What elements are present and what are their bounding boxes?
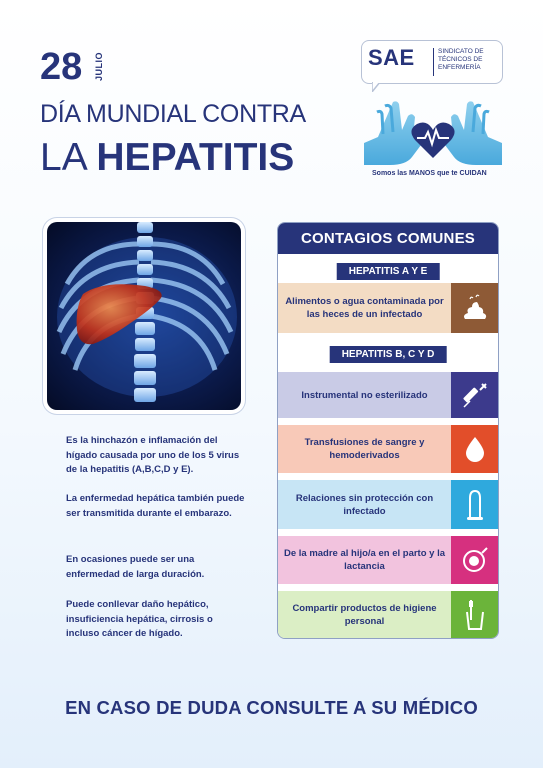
toothbrush-icon bbox=[451, 591, 498, 638]
row-text: De la madre al hijo/a en el parto y la lactancia bbox=[283, 548, 446, 572]
feces-icon bbox=[451, 283, 498, 333]
section-hepatitis-a-e: HEPATITIS A Y E bbox=[337, 263, 440, 280]
contagion-row-transfusion bbox=[278, 425, 498, 473]
row-text: Alimentos o agua contaminada por las heces de un infectado bbox=[285, 296, 444, 320]
info-paragraph-3: En ocasiones puede ser una enfermedad de larga duración. bbox=[66, 554, 205, 580]
contagion-row-hygiene bbox=[278, 591, 498, 638]
contagion-row-unprotected bbox=[278, 480, 498, 529]
logo-acronym: SAE bbox=[368, 45, 415, 70]
date-day: 28 bbox=[40, 46, 83, 88]
title-line-1: DÍA MUNDIAL CONTRA bbox=[40, 100, 306, 128]
row-text: Transfusiones de sangre y hemoderivados bbox=[304, 437, 425, 461]
title-line-2 bbox=[40, 138, 294, 177]
info-paragraph-1: Es la hinchazón e inflamación del hígado causada por uno de los 5 virus de la hepatitis (A,B,C,D y E). bbox=[66, 435, 240, 475]
logo-subtitle: SINDICATO DE TÉCNICOS DE ENFERMERÍA bbox=[438, 48, 484, 71]
syringe-icon bbox=[451, 372, 498, 418]
panel-title: CONTAGIOS COMUNES bbox=[278, 223, 498, 254]
liver-xray-image bbox=[47, 222, 241, 410]
contagion-panel bbox=[277, 222, 499, 639]
speech-bubble-tail bbox=[372, 82, 382, 92]
date-month: JULIO bbox=[94, 52, 104, 82]
condom-icon bbox=[451, 480, 498, 529]
info-paragraph-2: La enfermedad hepática también puede ser transmitida durante el embarazo. bbox=[66, 493, 245, 519]
row-text: Instrumental no esterilizado bbox=[301, 389, 428, 401]
title-prefix: LA bbox=[40, 136, 97, 179]
fetus-icon bbox=[451, 536, 498, 584]
contagion-row-food bbox=[278, 283, 498, 333]
logo-slogan: Somos las MANOS que te CUIDAN bbox=[372, 170, 487, 177]
info-paragraph-4: Puede conllevar daño hepático, insuficiencia hepática, cirrosis o incluso cáncer de hígado. bbox=[66, 599, 213, 639]
hands-heart-icon bbox=[363, 100, 503, 166]
contagion-row-instruments bbox=[278, 372, 498, 418]
logo-divider bbox=[433, 48, 434, 76]
blood-drop-icon bbox=[451, 425, 498, 473]
xray-illustration bbox=[47, 222, 241, 410]
footer-advice: EN CASO DE DUDA CONSULTE A SU MÉDICO bbox=[65, 697, 478, 718]
section-hepatitis-b-c-d: HEPATITIS B, C Y D bbox=[330, 346, 447, 363]
title-hepatitis: HEPATITIS bbox=[96, 136, 295, 179]
row-text: Relaciones sin protección con infectado bbox=[295, 492, 434, 517]
row-text: Compartir productos de higiene personal bbox=[292, 602, 437, 627]
contagion-row-mother-child bbox=[278, 536, 498, 584]
